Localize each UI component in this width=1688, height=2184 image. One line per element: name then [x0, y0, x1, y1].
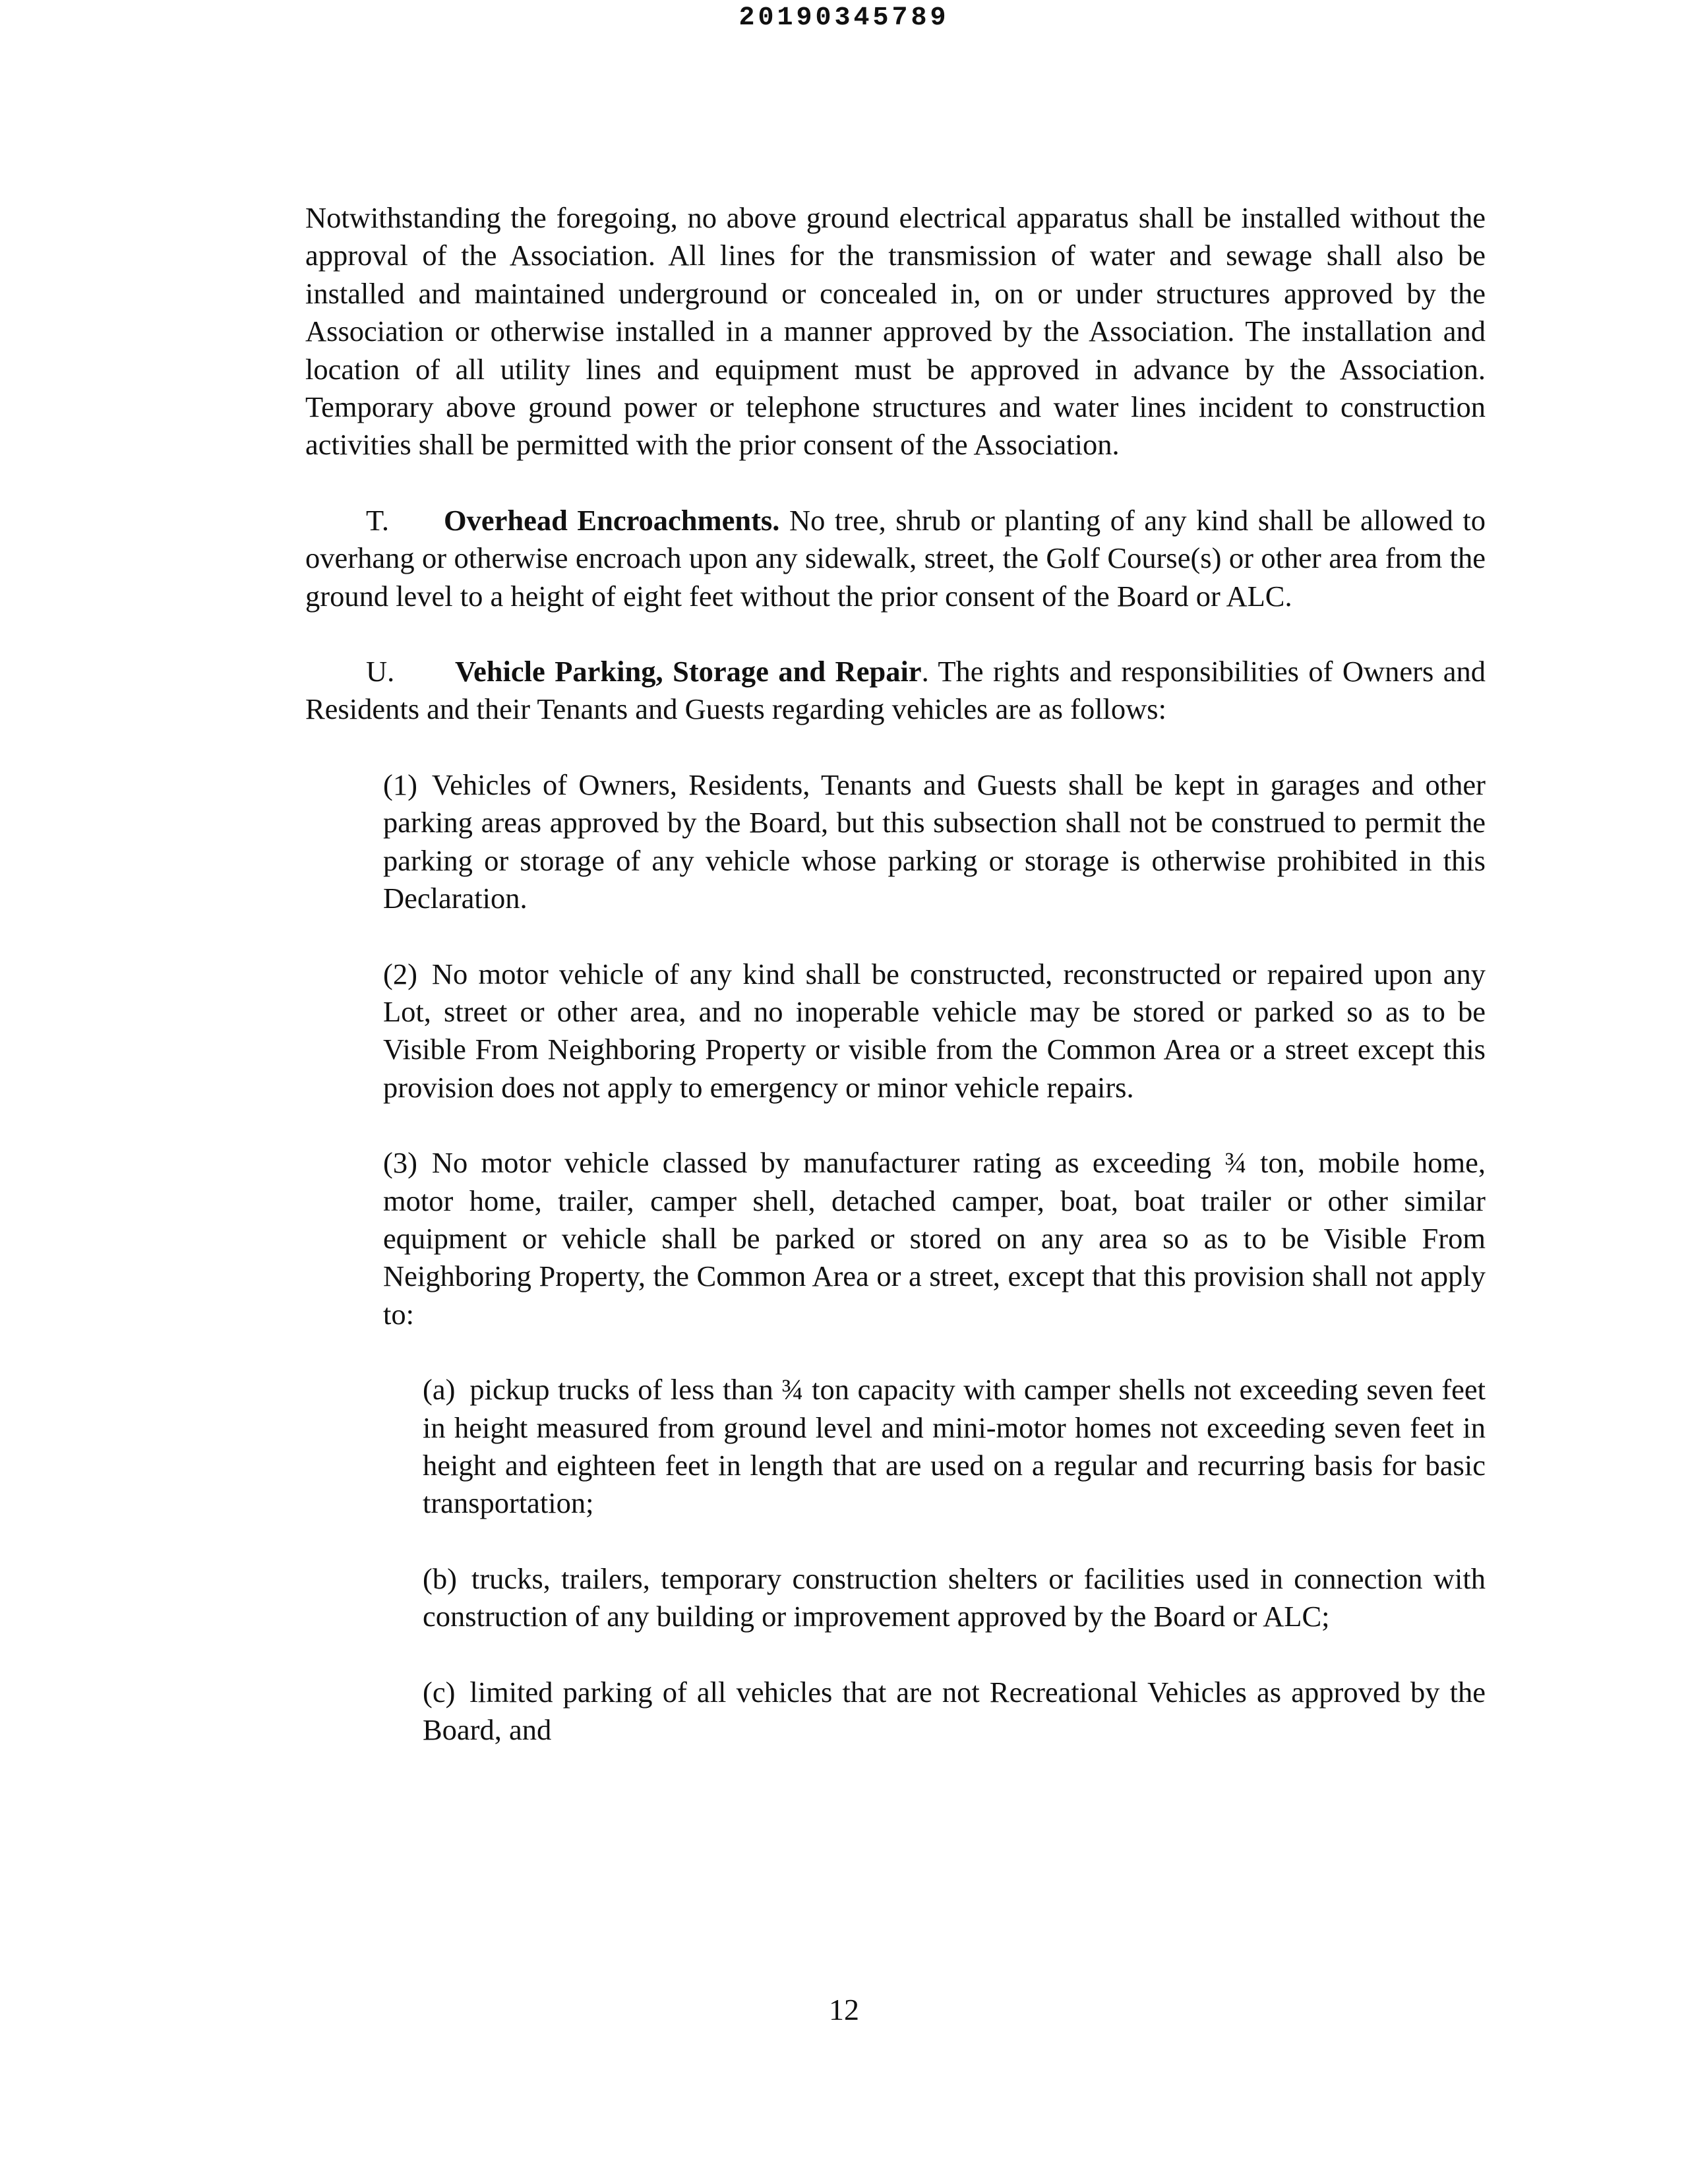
subsection-3-text: No motor vehicle classed by manufacturer rating as exceeding ¾ ton, mobile home, motor home, trailer, camper shell, detached camper, boat, boat trailer or other similar equipment or vehicle shall be parked or stored on any area so as to be Visible From Neighboring Property, the Common Area or a street, except that this provision shall not apply to: [383, 1146, 1486, 1331]
subsection-1-text: Vehicles of Owners, Residents, Tenants and Guests shall be kept in garages and other parking areas approved by the Board, but this subsection shall not be construed to permit the parking or storage of any vehicle whose parking or storage is otherwise prohibited in this Declaration. [383, 768, 1486, 915]
subsection-b-marker: (b) [423, 1562, 457, 1595]
subsection-a-marker: (a) [423, 1373, 456, 1407]
subsection-2-text: No motor vehicle of any kind shall be constructed, reconstructed or repaired upon any Lot, street or other area, and no inoperable vehicle may be stored or parked so as to be Visible From Neighboring Property or visible from the Common Area or a street except this provision does not apply to emergency or minor vehicle repairs. [383, 957, 1486, 1104]
section-u-text: . The rights and responsibilities of Owners and Residents and their Tenants and Guests regarding vehicles are as follows: [305, 655, 1486, 726]
subsection-1-marker: (1) [383, 768, 417, 801]
section-t-text: No tree, shrub or planting of any kind shall be allowed to overhang or otherwise encroach upon any sidewalk, street, the Golf Course(s) or other area from the ground level to a height of eight feet without the prior consent of the Board or ALC. [305, 503, 1486, 613]
document-body [305, 199, 1486, 1749]
subsection-2 [383, 956, 1486, 1107]
subsection-c [423, 1674, 1486, 1749]
page-number: 12 [829, 1993, 859, 2026]
document-number: 20190345789 [738, 3, 950, 33]
subsection-c-marker: (c) [423, 1675, 456, 1709]
subsection-a-text: pickup trucks of less than ¾ ton capacity with camper shells not exceeding seven feet in height measured from ground level and mini-motor homes not exceeding seven feet in height and eighteen feet in length that are used on a regular and recurring basis for basic transportation; [423, 1373, 1486, 1520]
subsection-2-marker: (2) [383, 957, 417, 990]
subsection-a [423, 1371, 1486, 1523]
section-t-letter: T. [366, 503, 390, 537]
section-u-heading: Vehicle Parking, Storage and Repair [455, 655, 922, 688]
section-t-heading: Overhead Encroachments. [444, 503, 780, 537]
subsection-b [423, 1560, 1486, 1636]
paragraph-intro: Notwithstanding the foregoing, no above ground electrical apparatus shall be installed without the approval of the Association. All lines for the transmission of water and sewage shall also be installed and maintained underground or concealed in, on or under structures approved by the Association or otherwise installed in a manner approved by the Association. The installation and location of all utility lines and equipment must be approved in advance by the Association. Temporary above ground power or telephone structures and water lines incident to construction activities shall be permitted with the prior consent of the Association. [305, 201, 1486, 462]
subsection-c-text: limited parking of all vehicles that are not Recreational Vehicles as approved by the Board, and [423, 1675, 1486, 1746]
section-u-paragraph [305, 653, 1486, 729]
subsection-b-text: trucks, trailers, temporary construction shelters or facilities used in connection with construction of any building or improvement approved by the Board or ALC; [423, 1562, 1486, 1633]
section-t-paragraph [305, 502, 1486, 615]
subsection-1 [383, 766, 1486, 918]
section-u-letter: U. [366, 655, 395, 688]
subsection-3 [383, 1144, 1486, 1333]
subsection-3-marker: (3) [383, 1146, 417, 1180]
